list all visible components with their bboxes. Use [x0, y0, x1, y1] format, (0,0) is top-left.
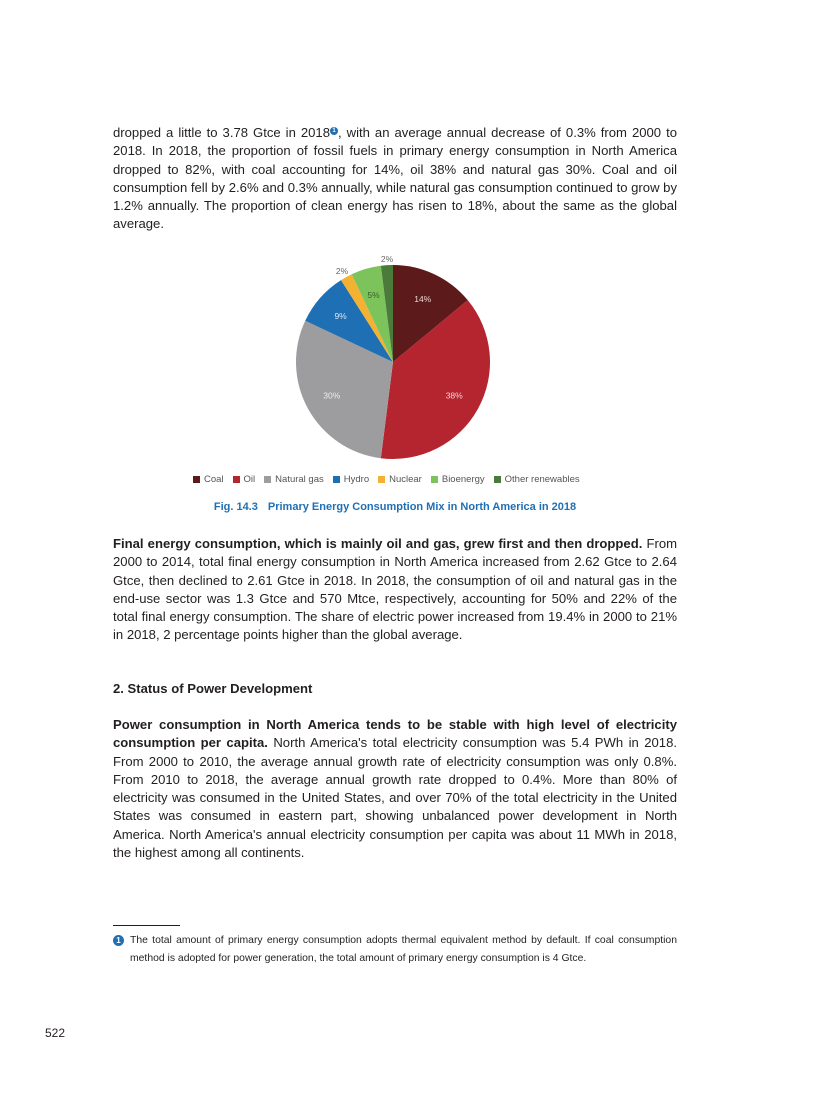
footnote-text: The total amount of primary energy consumption adopts thermal equivalent method by default. If coal consumption method is adopted for power generation, the total amount of primary energy consumption is 4 Gtce. [130, 935, 677, 964]
pie-label-other-renewables: 2% [380, 254, 394, 264]
legend-swatch-icon [431, 476, 438, 483]
legend-label: Hydro [343, 474, 370, 485]
legend-label: Bioenergy [441, 474, 485, 485]
legend-label: Natural gas [275, 474, 324, 485]
pie-slices [296, 265, 490, 459]
footnote-divider [113, 925, 180, 926]
footnote-number-icon: 1 [113, 935, 124, 946]
paragraph-text: , with an average annual decrease of 0.3% from 2000 to 2018. In 2018, the proportion of fossil fuels in primary energy consumption in North America dropped to 82%, with coal accounting for 14%, oil 38% and natural gas 30%. Coal and oil consumption fell by 2.6% and 0.3% annually, while natural gas consumption continued to grow by 1.2% annually. The proportion of clean energy has risen to 18%, about the same as the global average. [113, 125, 677, 232]
figure-title: Primary Energy Consumption Mix in North America in 2018 [267, 501, 577, 513]
legend-label: Nuclear [389, 474, 422, 485]
pie-label-nuclear: 2% [335, 266, 349, 276]
legend-item-natural-gas [264, 474, 324, 485]
legend-item-oil [233, 474, 256, 485]
paragraph-text: North America's total electricity consumption was 5.4 PWh in 2018. From 2000 to 2010, the average annual growth rate of electricity consumption was only 0.8%. From 2010 to 2018, the average annual growth rate dropped to 0.4%. More than 80% of electricity was consumed in the United States, and over 70% of the total electricity in the United States was consumed in eastern part, showing unbalanced power development in North America. North America's annual electricity consumption per capita was about 11 MWh in 2018, the highest among all continents. [113, 735, 677, 861]
legend-swatch-icon [378, 476, 385, 483]
paragraph-lead: Power consumption in North America tends to be stable with high level of electricity consumption per capita. [113, 717, 677, 751]
legend-swatch-icon [233, 476, 240, 483]
legend-label: Other renewables [504, 474, 580, 485]
section-heading: 2. Status of Power Development [113, 681, 313, 696]
paragraph-power-consumption [113, 716, 677, 862]
legend-swatch-icon [193, 476, 200, 483]
legend-swatch-icon [264, 476, 271, 483]
figure-number: Fig. 14.3 [213, 501, 258, 513]
figure-caption [0, 501, 790, 513]
legend-item-other-renewables [494, 474, 580, 485]
legend-swatch-icon [494, 476, 501, 483]
legend-label: Coal [204, 474, 224, 485]
paragraph-text: From 2000 to 2014, total final energy consumption in North America increased from 2.62 Gtce to 2.64 Gtce, then declined to 2.61 Gtce in 2018. In 2018, the consumption of oil and natural gas in the end-use sector was 1.3 Gtce and 570 Mtce, respectively, accounting for 50% and 22% of the total final energy consumption. The share of electric power increased from 19.4% in 2000 to 21% in 2018, 2 percentage points higher than the global average. [113, 536, 678, 643]
chart-legend [193, 474, 589, 485]
page-number: 522 [45, 1026, 66, 1040]
legend-item-coal [193, 474, 224, 485]
legend-label: Oil [243, 474, 256, 485]
pie-label-natural-gas: 30% [323, 390, 341, 401]
pie-label-oil: 38% [445, 390, 463, 401]
legend-item-bioenergy [431, 474, 485, 485]
paragraph-final-energy [113, 535, 677, 645]
pie-chart [0, 0, 816, 480]
footnote [113, 932, 677, 968]
legend-swatch-icon [333, 476, 340, 483]
paragraph-lead: Final energy consumption, which is mainly oil and gas, grew first and then dropped. [113, 536, 643, 551]
footnote-marker-icon[interactable]: 1 [330, 127, 338, 135]
paragraph-text: dropped a little to 3.78 Gtce in 2018 [113, 125, 330, 140]
pie-label-bioenergy: 5% [367, 289, 380, 300]
legend-item-hydro [333, 474, 369, 485]
legend-item-nuclear [378, 474, 422, 485]
pie-label-hydro: 9% [334, 310, 347, 321]
pie-label-coal: 14% [414, 293, 432, 304]
